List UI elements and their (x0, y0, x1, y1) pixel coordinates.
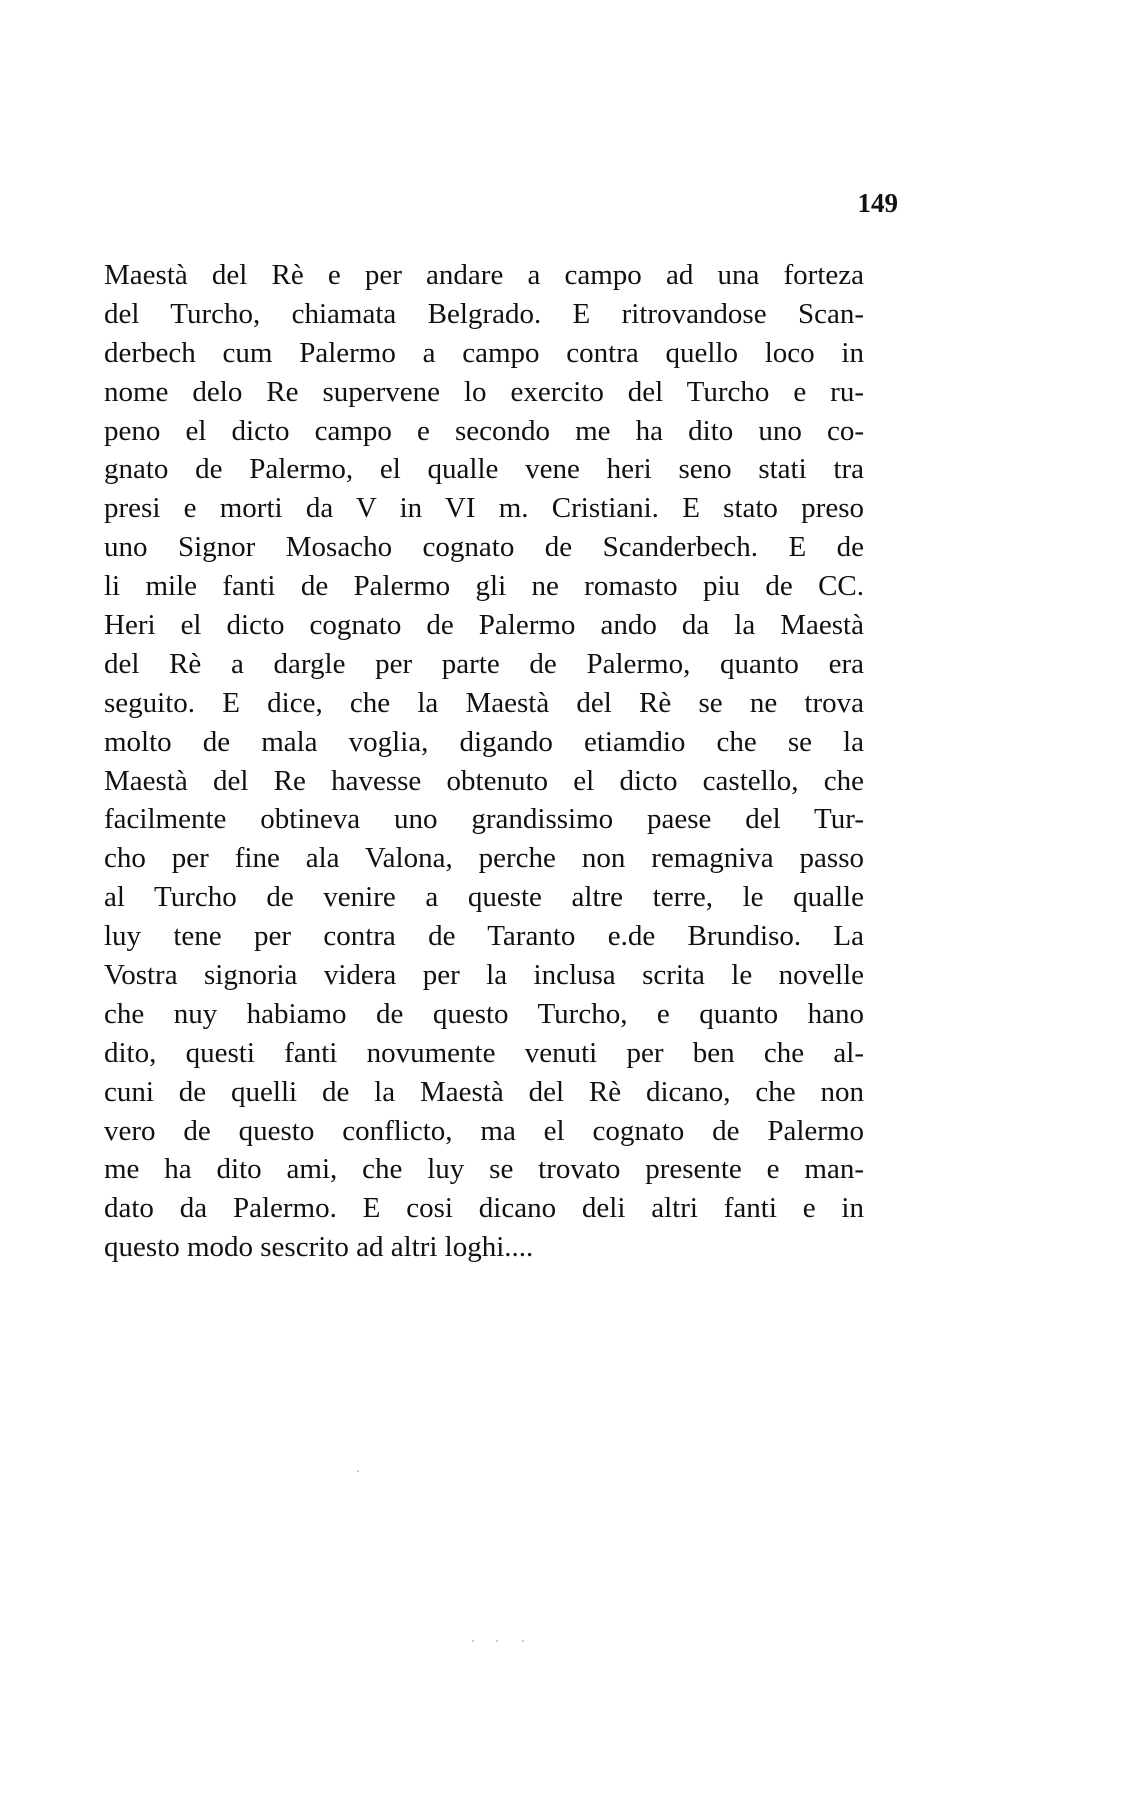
text-line: gnato de Palermo, el qualle vene heri seno stati tra (104, 453, 864, 486)
text-line: presi e morti da V in VI m. Cristiani. E stato preso (104, 492, 864, 525)
text-line: li mile fanti de Palermo gli ne romasto piu de CC. (104, 570, 864, 603)
text-line: dito, questi fanti novumente venuti per ben che al- (104, 1036, 864, 1069)
text-line: al Turcho de venire a queste altre terre, le qualle (104, 881, 864, 914)
text-line: uno Signor Mosacho cognato de Scanderbech. E de (104, 531, 864, 564)
text-line: molto de mala voglia, digando etiamdio che se la (104, 725, 864, 758)
body-text (104, 256, 864, 1267)
text-line: cho per fine ala Valona, perche non remagniva passo (104, 842, 864, 875)
scan-speck (522, 1640, 524, 1642)
text-line: dato da Palermo. E cosi dicano deli altri fanti e in (104, 1192, 864, 1225)
text-line: cuni de quelli de la Maestà del Rè dicano, che non (104, 1075, 864, 1108)
text-line: seguito. E dice, che la Maestà del Rè se ne trova (104, 686, 864, 719)
text-line: Vostra signoria videra per la inclusa scrita le novelle (104, 959, 864, 992)
text-line: Maestà del Rè e per andare a campo ad una forteza (104, 259, 864, 291)
scan-speck (496, 1640, 498, 1642)
text-line: me ha dito ami, che luy se trovato presente e man- (104, 1153, 864, 1186)
text-line: Heri el dicto cognato de Palermo ando da la Maestà (104, 609, 864, 642)
text-line: del Turcho, chiamata Belgrado. E ritrovandose Scan- (104, 297, 864, 330)
scan-speck (357, 1470, 359, 1472)
text-line: che nuy habiamo de questo Turcho, e quanto hano (104, 997, 864, 1030)
text-line: derbech cum Palermo a campo contra quello loco in (104, 336, 864, 369)
text-line: Maestà del Re havesse obtenuto el dicto castello, che (104, 764, 864, 797)
text-line: facilmente obtineva uno grandissimo paese del Tur- (104, 803, 864, 836)
text-line: questo modo sescrito ad altri loghi.... (104, 1231, 534, 1264)
text-line: vero de questo conflicto, ma el cognato de Palermo (104, 1114, 864, 1147)
text-line: del Rè a dargle per parte de Palermo, quanto era (104, 647, 864, 680)
text-line: nome delo Re supervene lo exercito del Turcho e ru- (104, 375, 864, 408)
text-line: luy tene per contra de Taranto e.de Brundiso. La (104, 920, 864, 953)
scan-speck (472, 1640, 474, 1642)
text-line: peno el dicto campo e secondo me ha dito uno co- (104, 414, 864, 447)
page-number: 149 (857, 188, 898, 218)
